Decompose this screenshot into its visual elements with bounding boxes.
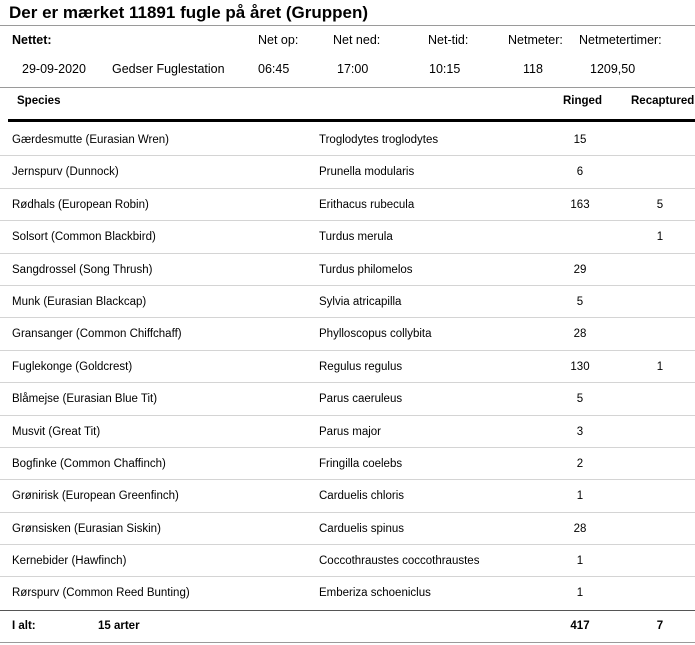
info-divider [0,87,695,88]
ringed-count: 28 [573,522,587,535]
latin-name: Erithacus rubecula [319,198,415,211]
latin-name: Parus major [319,425,381,438]
totals-divider [0,610,695,611]
latin-name: Phylloscopus collybita [319,328,432,341]
species-name: Jernspurv (Dunnock) [12,166,119,179]
ringed-count: 1 [576,555,584,568]
header-divider [8,119,695,122]
ringed-count: 5 [576,393,584,406]
latin-name: Prunella modularis [319,166,415,179]
species-name: Grønirisk (European Greenfinch) [12,490,179,503]
bottom-divider [0,642,695,643]
net-op-label: Net op: [258,33,299,47]
species-name: Solsort (Common Blackbird) [12,231,156,244]
species-count: 15 arter [98,620,140,632]
ringed-count: 3 [576,425,584,438]
ringed-total: 417 [570,620,590,632]
species-name: Bogfinke (Common Chaffinch) [12,457,166,470]
species-table [0,124,695,610]
recaptured-count: 5 [656,198,664,211]
latin-name: Turdus philomelos [319,263,413,276]
page-title: Der er mærket 11891 fugle på året (Gruppen) [9,3,369,22]
latin-name: Sylvia atricapilla [319,295,402,308]
species-name: Gransanger (Common Chiffchaff) [12,328,182,341]
ringed-count: 130 [570,360,590,373]
ringed-count: 163 [570,198,590,211]
latin-name: Emberiza schoeniclus [319,587,431,600]
ringed-count: 1 [576,490,584,503]
species-name: Munk (Eurasian Blackcap) [12,295,147,308]
ringed-count: 29 [573,263,587,276]
net-tid-label: Net-tid: [428,33,469,47]
table-row [0,351,695,383]
species-name: Blåmejse (Eurasian Blue Tit) [12,393,158,406]
recaptured-total: 7 [656,620,664,632]
species-name: Rørspurv (Common Reed Bunting) [12,587,190,600]
ringed-count: 2 [576,457,584,470]
species-header: Species [17,95,61,107]
table-row [0,448,695,480]
latin-name: Troglodytes troglodytes [319,134,439,146]
netmetertimer-value: 1209,50 [590,62,636,76]
table-row [0,513,695,545]
netmeter-label: Netmeter: [508,33,563,47]
table-row [0,156,695,188]
table-row [0,577,695,609]
latin-name: Regulus regulus [319,360,403,373]
net-tid-value: 10:15 [429,62,461,76]
table-row [0,383,695,415]
ringed-count: 28 [573,328,587,341]
net-ned-value: 17:00 [337,62,369,76]
table-row [0,480,695,512]
net-op-value: 06:45 [258,62,290,76]
latin-name: Coccothraustes coccothraustes [319,555,480,568]
ringed-header: Ringed [563,95,602,107]
latin-name: Parus caeruleus [319,393,403,406]
table-row [0,189,695,221]
latin-name: Turdus merula [319,231,393,244]
species-name: Gærdesmutte (Eurasian Wren) [12,134,170,146]
ringed-count: 5 [576,295,584,308]
station-value: Gedser Fuglestation [112,62,225,76]
species-name: Kernebider (Hawfinch) [12,555,127,568]
ringed-count: 6 [576,166,584,179]
species-name: Grønsisken (Eurasian Siskin) [12,522,161,535]
table-row [0,254,695,286]
species-name: Sangdrossel (Song Thrush) [12,263,153,276]
table-row [0,221,695,253]
nettet-label: Nettet: [12,33,52,47]
table-row [0,318,695,350]
table-row [0,286,695,318]
ringed-count: 1 [576,587,584,600]
ringed-count: 15 [573,134,587,146]
species-name: Rødhals (European Robin) [12,198,149,211]
table-row [0,416,695,448]
recaptured-count: 1 [656,231,664,244]
table-row [0,124,695,156]
species-name: Fuglekonge (Goldcrest) [12,360,133,373]
netmeter-value: 118 [523,62,543,76]
latin-name: Fringilla coelebs [319,457,403,470]
netmetertimer-label: Netmetertimer: [579,33,662,47]
totals-label: I alt: [12,620,36,632]
date-value: 29-09-2020 [22,62,86,76]
net-ned-label: Net ned: [333,33,381,47]
species-name: Musvit (Great Tit) [12,425,101,438]
table-row [0,545,695,577]
recaptured-count: 1 [656,360,664,373]
latin-name: Carduelis chloris [319,490,405,503]
latin-name: Carduelis spinus [319,522,405,535]
recaptured-header: Recaptured [631,95,695,107]
title-divider [0,25,695,26]
